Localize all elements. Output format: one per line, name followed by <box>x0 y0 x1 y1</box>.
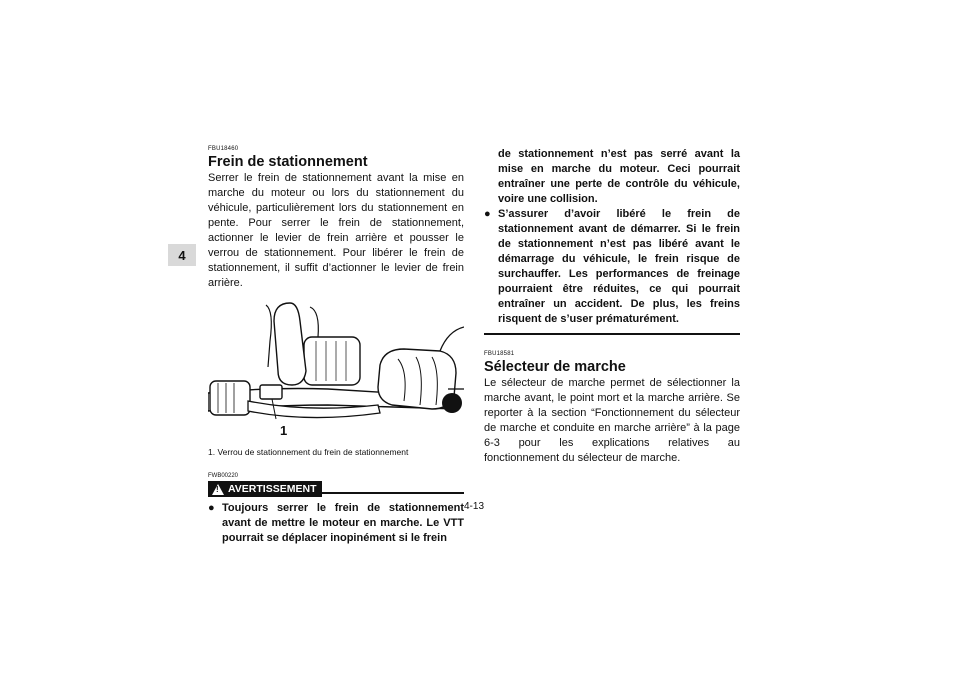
parking-brake-illustration <box>208 301 464 441</box>
left-column <box>208 146 464 546</box>
warning-label-box <box>208 481 322 497</box>
figure-caption: 1. Verrou de stationnement du frein de stationnement <box>208 447 409 457</box>
warning-list <box>208 501 464 546</box>
warning-bullet <box>484 207 740 327</box>
warning-label: AVERTISSEMENT <box>228 483 317 495</box>
warning-list-continued <box>484 207 740 327</box>
warning-end-rule <box>484 333 740 335</box>
right-column <box>484 147 740 466</box>
warning-triangle-icon <box>212 484 224 495</box>
warning-bullet-text: S’assurer d’avoir libéré le frein de stationnement avant de démarrer. Si le frein de stationnement n’est pas libéré avant le démarrage du véhicule, le frein risque de surchauffer. Les performances de freinage pourraient être réduites, ce qui pourrait entraîner un accident. De plus, les freins risquent de s’user prématurément. <box>498 208 740 325</box>
page-number: 4-13 <box>464 501 485 512</box>
warning-continuation: de stationnement n’est pas serré avant la mise en marche du moteur. Ceci pourrait entraîner une perte de contrôle du véhicule, voire une collision. <box>498 148 740 205</box>
warning-code: FWB00220 <box>208 473 239 479</box>
figure-callout-1: 1 <box>280 423 288 438</box>
section-title: Frein de stationnement <box>208 154 368 170</box>
warning-header <box>208 481 464 497</box>
warning-bullet <box>208 501 464 546</box>
section-code: FBU18581 <box>484 351 515 357</box>
warning-bullet-text: Toujours serrer le frein de stationnement avant de mettre le moteur en marche. Le VTT pourrait se déplacer inopinément si le frein <box>222 502 464 544</box>
section-paragraph: Le sélecteur de marche permet de sélectionner la marche avant, le point mort et la marche arrière. Se reporter à la section “Fonctionnement du sélecteur de marche et conduite en marche arrière” à la page 6-3 pour les explications relatives au fonctionnement du sélecteur de marche. <box>484 377 740 464</box>
bullet-icon: ● <box>484 208 491 220</box>
section-code: FBU18460 <box>208 146 239 152</box>
bullet-icon: ● <box>208 502 215 514</box>
chapter-tab: 4 <box>168 244 196 266</box>
warning-rule <box>322 492 464 494</box>
section-title: Sélecteur de marche <box>484 359 626 375</box>
section-paragraph: Serrer le frein de stationnement avant la mise en marche du moteur ou lors du stationnement du véhicule, particulièrement lors du stationnement en pente. Pour serrer le frein de stationnement, actionner le levier de frein arrière et pousser le verrou de stationnement. Pour libérer le frein de stationnement, il suffit d’actionner le levier de frein arrière. <box>208 172 464 289</box>
